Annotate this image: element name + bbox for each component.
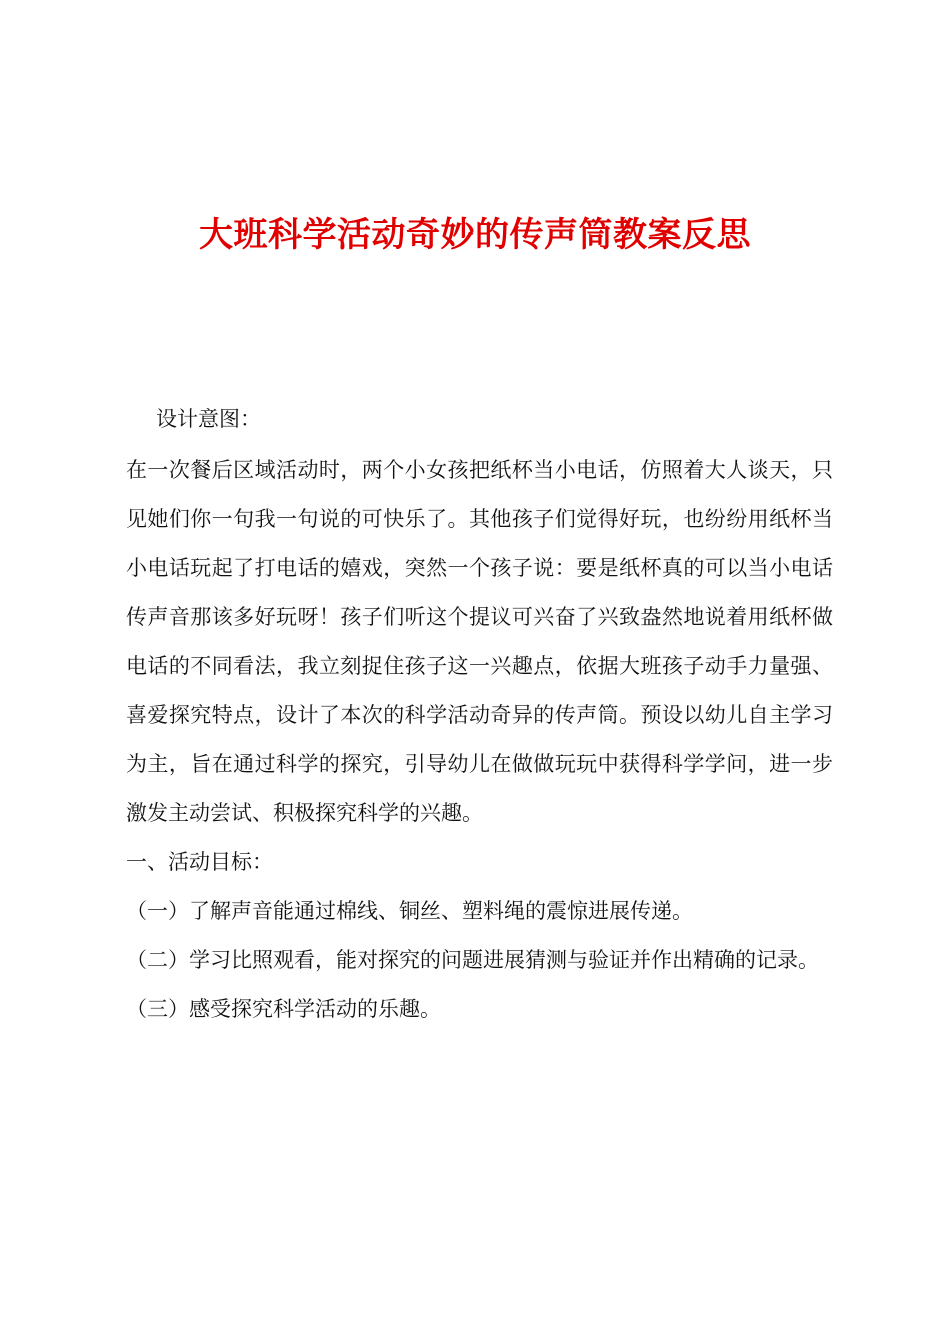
goals-heading: 一、活动目标： [126,850,273,874]
document-title: 大班科学活动奇妙的传声筒教案反思 [199,215,751,255]
goal-item-2: （二）学习比照观看，能对探究的问题进展猜测与验证并作出精确的记录。 [126,948,819,972]
goal-item-3: （三）感受探究科学活动的乐趣。 [126,997,441,1021]
goal-item-1: （一）了解声音能通过棉线、铜丝、塑料绳的震惊进展传递。 [126,899,693,923]
design-intent-paragraph: 在一次餐后区域活动时，两个小女孩把纸杯当小电话，仿照着大人谈天，只见她们你一句我一句说的可快乐了。其他孩子们觉得好玩，也纷纷用纸杯当小电话玩起了打电话的嬉戏，突然一个孩子说：要是纸杯真的可以当小电话传声音那该多好玩呀！孩子们听这个提议可兴奋了兴致盎然地说着用纸杯做电话的不同看法，我立刻捉住孩子这一兴趣点，依据大班孩子动手力量强、喜爱探究特点，设计了本次的科学活动奇异的传声筒。预设以幼儿自主学习为主，旨在通过科学的探究，引导幼儿在做做玩玩中获得科学学问，进一步激发主动尝试、积极探究科学的兴趣。 [126,458,833,825]
design-intent-heading: 设计意图： [156,407,261,431]
document-body [126,395,833,1034]
